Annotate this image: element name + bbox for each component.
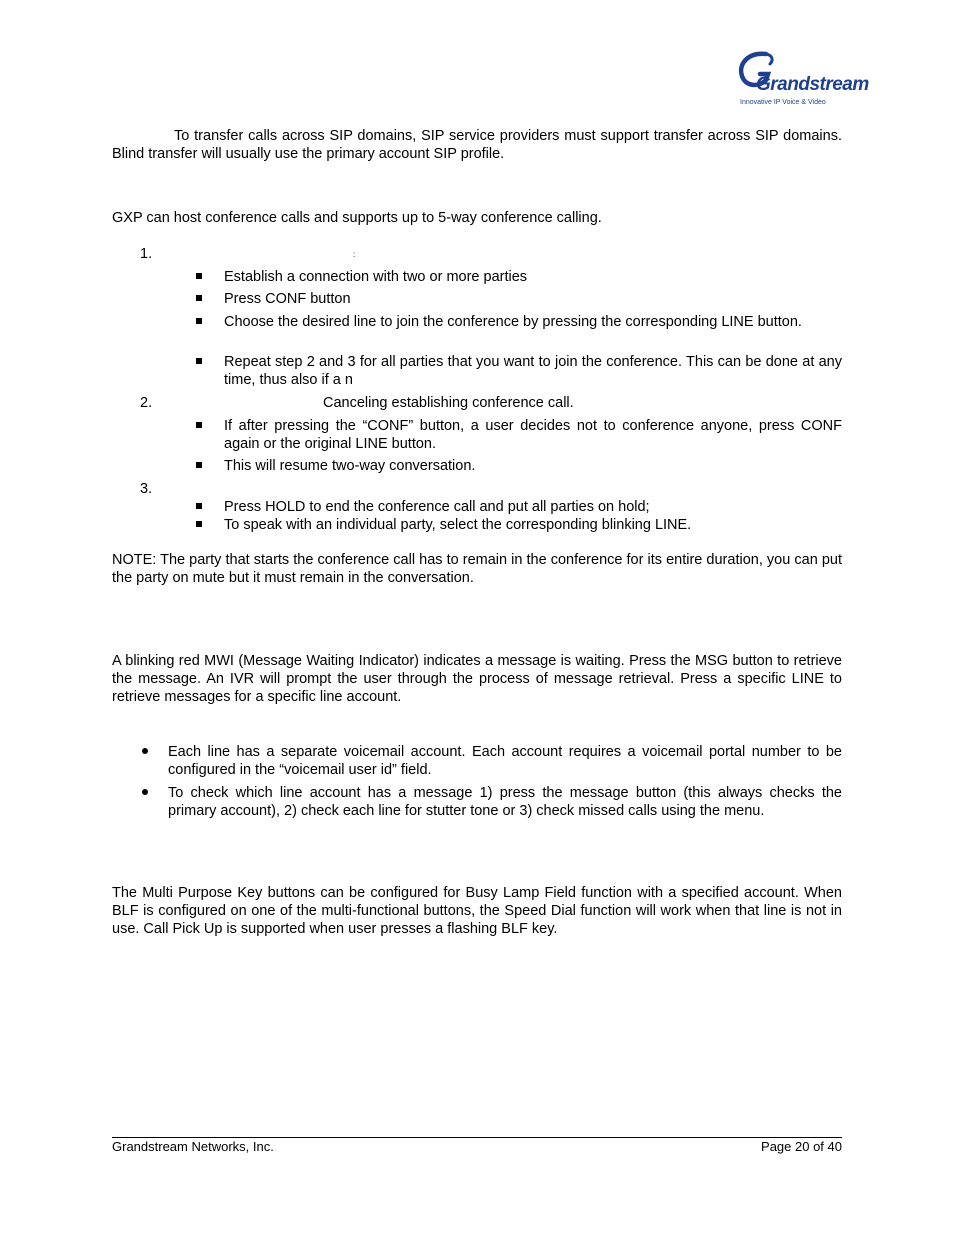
- footer-divider: [112, 1137, 842, 1138]
- bullet-square: [196, 521, 202, 527]
- conference-intro: GXP can host conference calls and supports up to 5-way conference calling.: [112, 210, 602, 226]
- step-2-label: Canceling establishing conference call.: [323, 395, 574, 411]
- step-1-bullet-4: Repeat step 2 and 3 for all parties that you want to join the conference. This can be done at any time, thus also if a n: [224, 354, 842, 388]
- step-3-bullet-1: Press HOLD to end the conference call and put all parties on hold;: [224, 499, 650, 515]
- bullet-dot: [142, 748, 148, 754]
- logo-wordmark: Grandstream: [756, 74, 869, 95]
- step-1-bullet-1: Establish a connection with two or more parties: [224, 269, 528, 285]
- footer-company: Grandstream Networks, Inc.: [112, 1139, 274, 1154]
- voicemail-bullet-1: Each line has a separate voicemail account. Each account requires a voicemail portal number to be configured in the “voicemail user id” field.: [168, 744, 842, 778]
- step-2-bullet-2: This will resume two-way conversation.: [224, 458, 476, 474]
- bullet-square: [196, 503, 202, 509]
- conference-note: NOTE: The party that starts the conference call has to remain in the conference for its entire duration, you can put the party on mute but it must remain in the conversation.: [112, 552, 842, 586]
- voicemail-bullet-2: To check which line account has a message 1) press the message button (this always checks the primary account), 2) check each line for stutter tone or 3) check missed calls using the menu.: [168, 785, 842, 819]
- logo-tagline: Innovative IP Voice & Video: [740, 99, 826, 106]
- bullet-square: [196, 422, 202, 428]
- step-1-bullet-2: Press CONF button: [224, 291, 351, 307]
- step-3-bullet-2: To speak with an individual party, select the corresponding blinking LINE.: [224, 517, 692, 533]
- bullet-square: [196, 358, 202, 364]
- step-3-number: 3.: [140, 481, 153, 497]
- bullet-square: [196, 273, 202, 279]
- step-2-number: 2.: [140, 395, 153, 411]
- step-1-bullet-3: Choose the desired line to join the conference by pressing the corresponding LINE button.: [224, 314, 802, 330]
- bullet-square: [196, 295, 202, 301]
- bullet-dot: [142, 789, 148, 795]
- step-1-label: :: [353, 250, 356, 259]
- step-2-bullet-1: If after pressing the “CONF” button, a user decides not to conference anyone, press CONF again or the original LINE button.: [224, 418, 842, 452]
- transfer-note-paragraph: To transfer calls across SIP domains, SIP service providers must support transfer across SIP domains. Blind transfer will usually use the primary account SIP profile.: [112, 128, 842, 162]
- bullet-square: [196, 318, 202, 324]
- blf-paragraph: The Multi Purpose Key buttons can be configured for Busy Lamp Field function with a specified account. When BLF is configured on one of the multi-functional buttons, the Speed Dial function will work when that line is not in use. Call Pick Up is supported when user presses a flashing BLF key.: [112, 885, 842, 937]
- step-1-number: 1.: [140, 246, 153, 262]
- footer-page-number: Page 20 of 40: [761, 1139, 842, 1154]
- bullet-square: [196, 462, 202, 468]
- voicemail-intro: A blinking red MWI (Message Waiting Indicator) indicates a message is waiting. Press the MSG button to retrieve the message. An IVR will prompt the user through the process of message retrieval. Press a specific LINE to retrieve messages for a specific line account.: [112, 653, 842, 705]
- grandstream-logo: [736, 48, 869, 110]
